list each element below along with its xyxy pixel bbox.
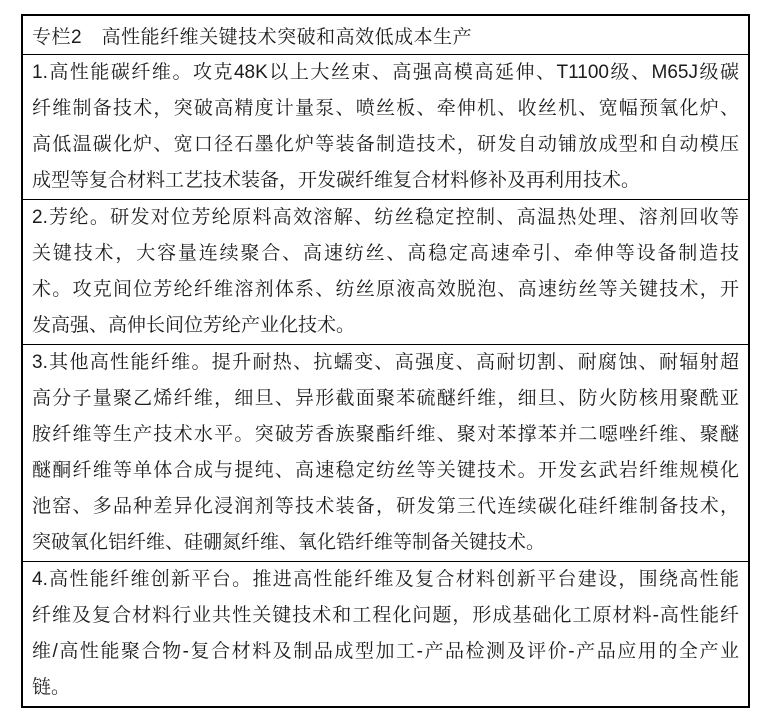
text-line: 成型等复合材料工艺技术装备，开发碳纤维复合材料修补及再利用技术。 — [32, 170, 641, 191]
text-line: 发高强、高伸长间位芳纶产业化技术。 — [32, 315, 356, 336]
text-line: 1.高性能碳纤维。攻克48K以上大丝束、高强高模高延伸、T1100级、M65J级碳 — [32, 62, 739, 83]
text-line: 链。 — [32, 677, 71, 698]
text-line: 醚酮纤维等单体合成与提纯、高速稳定纺丝等关键技术。开发玄武岩纤维规模化 — [32, 460, 739, 481]
text-line: 4.高性能纤维创新平台。推进高性能纤维及复合材料创新平台建设，围绕高性能 — [32, 569, 739, 590]
text-line: 3.其他高性能纤维。提升耐热、抗蠕变、高强度、高耐切割、耐腐蚀、耐辐射超 — [32, 352, 739, 373]
table-title: 专栏2 高性能纤维关键技术突破和高效低成本生产 — [32, 26, 473, 48]
table-section-1 — [23, 54, 748, 199]
table-header-row — [23, 16, 748, 54]
text-line: 突破氧化铝纤维、硅硼氮纤维、氧化锆纤维等制备关键技术。 — [32, 532, 546, 553]
text-line: 术。攻克间位芳纶纤维溶剂体系、纺丝原液高效脱泡、高速纺丝等关键技术，开 — [32, 279, 739, 300]
table-section-4 — [23, 561, 748, 706]
text-line: 纤维制备技术，突破高精度计量泵、喷丝板、牵伸机、收丝机、宽幅预氧化炉、 — [32, 98, 739, 119]
text-line: 2.芳纶。研发对位芳纶原料高效溶解、纺丝稳定控制、高温热处理、溶剂回收等 — [32, 207, 739, 228]
text-line: 高分子量聚乙烯纤维，细旦、异形截面聚苯硫醚纤维，细旦、防火防核用聚酰亚 — [32, 388, 739, 409]
text-line: 关键技术，大容量连续聚合、高速纺丝、高稳定高速牵引、牵伸等设备制造技 — [32, 243, 739, 264]
table-section-2 — [23, 199, 748, 344]
special-column-table — [21, 14, 750, 708]
table-section-3 — [23, 344, 748, 561]
text-line: 维/高性能聚合物-复合材料及制品成型加工-产品检测及评价-产品应用的全产业 — [32, 641, 739, 662]
text-line: 高低温碳化炉、宽口径石墨化炉等装备制造技术，研发自动铺放成型和自动模压 — [32, 134, 739, 155]
table-body — [23, 54, 748, 706]
text-line: 纤维及复合材料行业共性关键技术和工程化问题，形成基础化工原材料-高性能纤 — [32, 605, 739, 626]
text-line: 池窑、多品种差异化浸润剂等技术装备，研发第三代连续碳化硅纤维制备技术， — [32, 496, 739, 517]
text-line: 胺纤维等生产技术水平。突破芳香族聚酯纤维、聚对苯撑苯并二噁唑纤维、聚醚 — [32, 424, 739, 445]
